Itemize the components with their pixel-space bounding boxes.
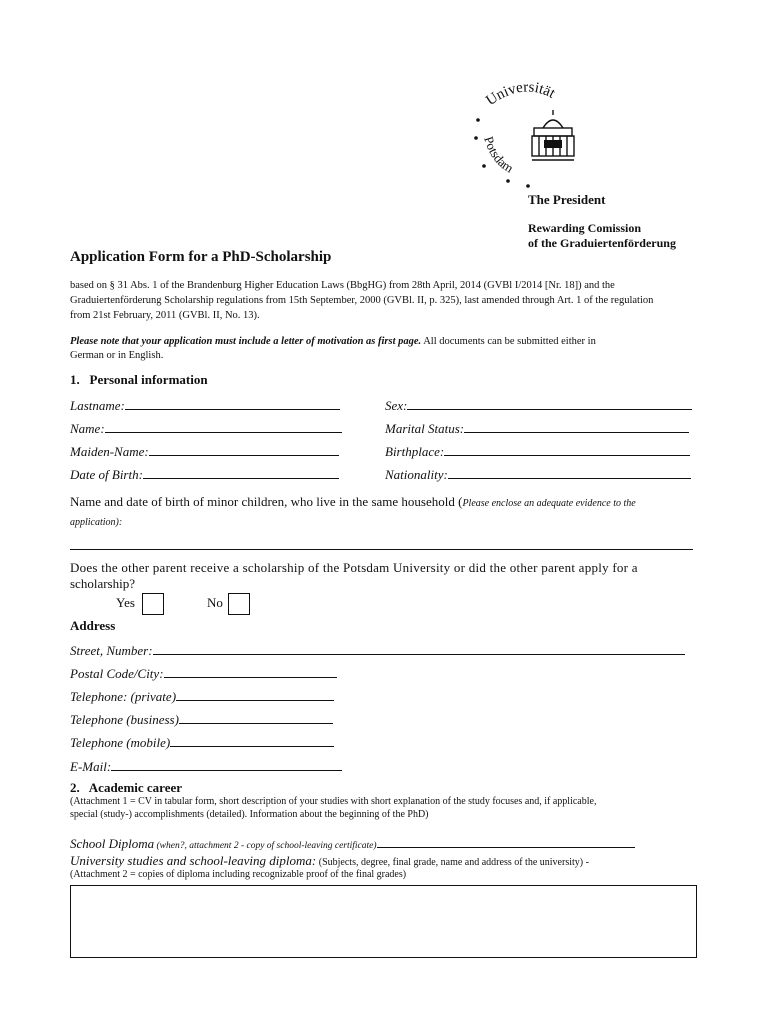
dob-field[interactable] [143, 465, 339, 479]
name-label: Name: [70, 421, 105, 436]
tel-mobile-row [70, 733, 334, 751]
parent-question-2: scholarship? [70, 576, 135, 591]
tel-mobile-label: Telephone (mobile) [70, 735, 171, 750]
university-studies-label: University studies and school-leaving diploma: [70, 853, 317, 868]
page-title: Application Form for a PhD-Scholarship [70, 249, 332, 265]
tel-mobile-field[interactable] [170, 733, 334, 747]
name-row [70, 419, 342, 437]
school-diploma-label: School Diploma [70, 836, 155, 851]
maiden-field[interactable] [149, 442, 339, 456]
children-line2: application): [70, 517, 123, 528]
postal-label: Postal Code/City: [70, 666, 164, 681]
tel-private-field[interactable] [176, 687, 334, 701]
intro-paragraph [70, 278, 710, 323]
sex-label: Sex: [385, 398, 408, 413]
note-paragraph [70, 335, 710, 363]
birthplace-row [385, 442, 690, 460]
email-row [70, 757, 342, 775]
children-italic: Please enclose an adequate evidence to the [462, 498, 636, 509]
logo-top-text: Universität [483, 79, 558, 110]
university-logo [460, 78, 590, 198]
lastname-field[interactable] [125, 396, 340, 410]
svg-text:Potsdam [481, 134, 516, 175]
no-label: No [207, 595, 223, 610]
attachment1-line: (Attachment 1 = CV in tabular form, short description of your studies with short explanation of the study focuses and, if applicable, [70, 796, 597, 807]
nationality-label: Nationality: [385, 467, 448, 482]
birthplace-field[interactable] [444, 442, 690, 456]
yes-label: Yes [116, 595, 135, 610]
intro-line: Graduiertenförderung Scholarship regulations from 15th September, 2000 (GVBl. II, p. 325), last amended through Art. 1 of the regulation [70, 295, 654, 306]
university-studies-hint: (Subjects, degree, final grade, name and address of the university) - [316, 857, 589, 868]
tel-business-row [70, 710, 333, 728]
email-label: E-Mail: [70, 759, 112, 774]
postal-field[interactable] [164, 664, 337, 678]
children-field[interactable] [70, 548, 693, 550]
maiden-label: Maiden-Name: [70, 444, 149, 459]
lastname-row [70, 396, 340, 414]
tel-private-label: Telephone: (private) [70, 689, 177, 704]
dob-label: Date of Birth: [70, 467, 143, 482]
section1-heading: 1. Personal information [70, 372, 208, 387]
dob-row [70, 465, 339, 483]
attachment1-text [70, 795, 710, 821]
svg-text:Universität [483, 79, 558, 109]
name-field[interactable] [105, 419, 342, 433]
postal-row [70, 664, 337, 682]
street-label: Street, Number: [70, 643, 153, 658]
nationality-field[interactable] [448, 465, 691, 479]
parent-question: Does the other parent receive a scholarship of the Potsdam University or did the other parent apply for a [70, 560, 638, 575]
note-rest: All documents can be submitted either in [421, 336, 596, 347]
yes-checkbox[interactable] [142, 593, 164, 615]
header-commission-2: of the Graduiertenförderung [528, 236, 676, 250]
maiden-row [70, 442, 339, 460]
marital-field[interactable] [464, 419, 689, 433]
children-text [70, 494, 636, 510]
school-diploma-row [70, 834, 635, 852]
marital-label: Marital Status: [385, 421, 465, 436]
school-diploma-hint: (when?, attachment 2 - copy of school-leaving certificate) [154, 841, 377, 851]
logo-bottom-text: Potsdam [481, 134, 517, 176]
tel-business-label: Telephone (business) [70, 712, 179, 727]
children-label: Name and date of birth of minor children, who live in the same household ( [70, 494, 463, 509]
street-row [70, 641, 685, 659]
university-studies-textarea[interactable] [70, 885, 697, 958]
sex-row [385, 396, 692, 414]
school-diploma-field[interactable] [377, 834, 635, 848]
sex-field[interactable] [407, 396, 692, 410]
university-building-icon [460, 78, 590, 198]
lastname-label: Lastname: [70, 398, 125, 413]
no-checkbox[interactable] [228, 593, 250, 615]
address-heading: Address [70, 618, 116, 633]
nationality-row [385, 465, 691, 483]
email-field[interactable] [111, 757, 342, 771]
intro-line: based on § 31 Abs. 1 of the Brandenburg Higher Education Laws (BbgHG) from 28th April, 2014 (GVBl I/2014 [Nr. 18]) and the [70, 280, 615, 291]
birthplace-label: Birthplace: [385, 444, 445, 459]
tel-private-row [70, 687, 334, 705]
street-field[interactable] [153, 641, 685, 655]
section2-heading: 2. Academic career [70, 780, 183, 795]
note-bold: Please note that your application must include a letter of motivation as first page. [70, 336, 422, 347]
attachment1-line: special (study-) accomplishments (detailed). Information about the beginning of the PhD) [70, 809, 429, 820]
university-studies-row [70, 853, 589, 869]
note-line2: German or in English. [70, 350, 164, 361]
tel-business-field[interactable] [179, 710, 333, 724]
marital-row [385, 419, 689, 437]
attachment2-text: (Attachment 2 = copies of diploma including recognizable proof of the final grades) [70, 869, 407, 880]
header-commission-1: Rewarding Comission [528, 221, 642, 235]
header-president: The President [528, 192, 606, 207]
intro-line: from 21st February, 2011 (GVBl. II, No. 13). [70, 310, 260, 321]
